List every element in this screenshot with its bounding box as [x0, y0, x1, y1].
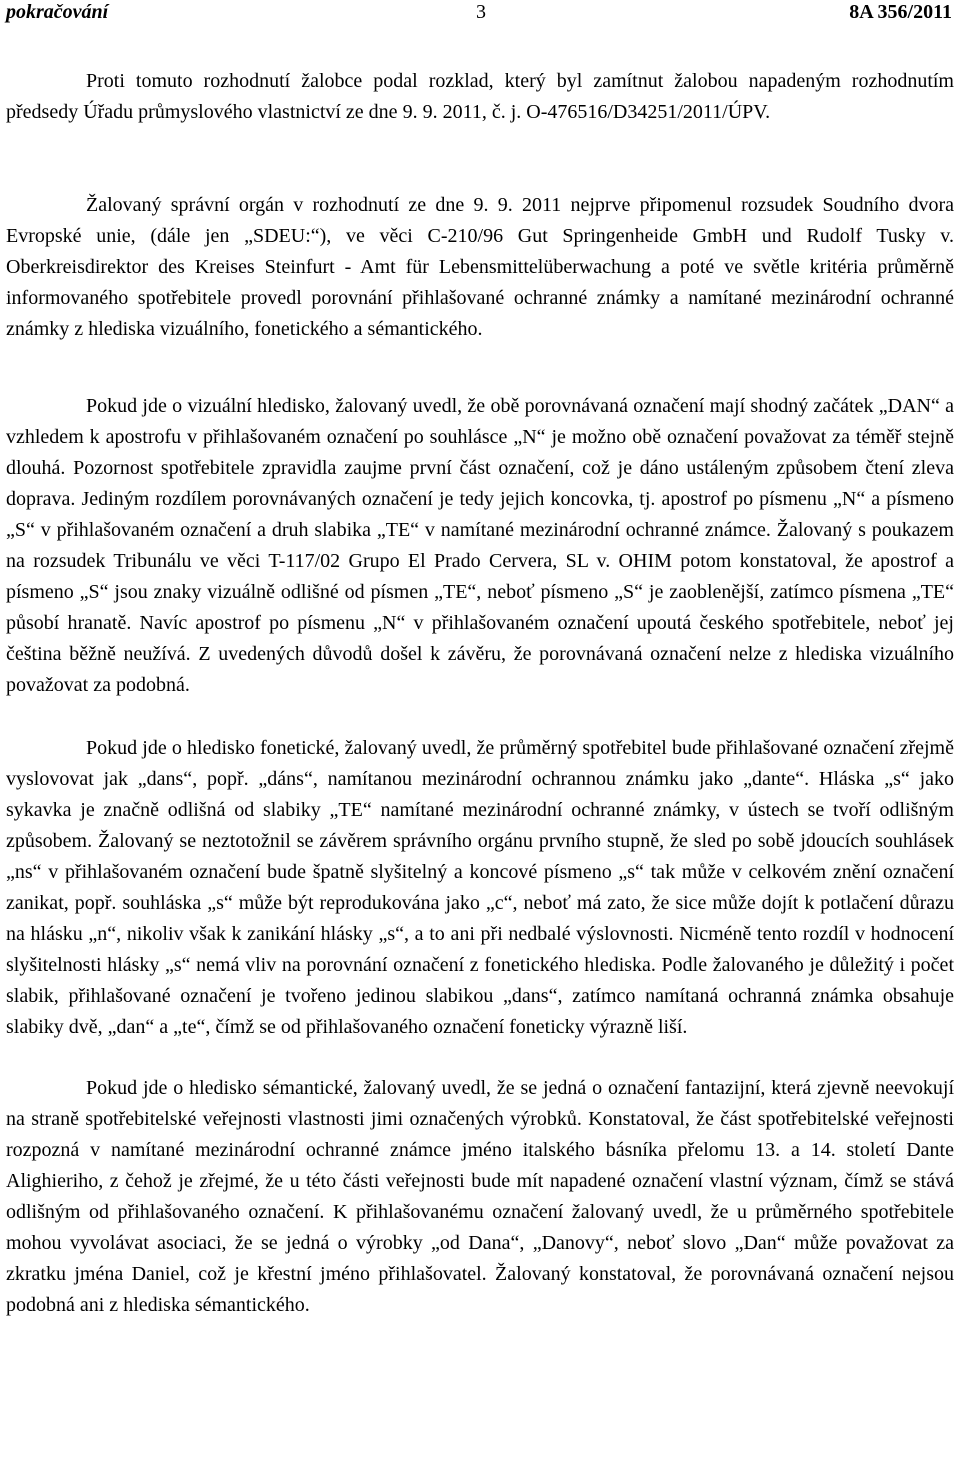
paragraph-semantic-aspect: Pokud jde o hledisko sémantické, žalovaný uvedl, že se jedná o označení fantazijní, která zjevně neevokují na straně spotřebitelské veřejnosti vlastnosti jimi označených výrobků. Konstatoval, že část spotřebitelské veřejnosti rozpozná v namítané mezinárodní ochranné známce jméno italského básníka přelomu 13. a 14. století Dante Alighieriho, z čehož je zřejmé, že u této části veřejnosti bude mít napadené označení vlastní význam, čímž se stává odlišným od přihlašovaného označení. K přihlašovanému označení žalovaný uvedl, že u průměrného spotřebitele mohou vyvolávat asociaci, že se jedná o výrobky „od Dana“, „Danovy“, neboť slovo „Dan“ může považovat za zkratku jména Daniel, což je křestní jméno přihlašovatel. Žalovaný konstatoval, že porovnávaná označení nejsou podobná ani z hlediska sémantického.: [6, 1077, 954, 1316]
document-body: [6, 66, 954, 1345]
continuation-label: pokračování: [6, 1, 109, 23]
paragraph-visual-aspect: Pokud jde o vizuální hledisko, žalovaný uvedl, že obě porovnávaná označení mají shodný začátek „DAN“ a vzhledem k apostrofu v přihlašovaném označení po souhlásce „N“ je možno obě označení považovat za téměř stejně dlouhá. Pozornost spotřebitele zpravidla zaujme první část označení, což je dáno ustáleným způsobem čtení zleva doprava. Jediným rozdílem porovnávaných označení je tedy jejich koncovka, tj. apostrof po písmenu „N“ a písmeno „S“ v přihlašovaném označení a druh slabika „TE“ v namítané mezinárodní ochranné známce. Žalovaný s poukazem na rozsudek Tribunálu ve věci T-117/02 Grupo El Prado Cervera, SL v. OHIM potom konstatoval, že apostrof a písmeno „S“ jsou znaky vizuálně odlišné od písmen „TE“, neboť písmeno „S“ je zaoblenější, zatímco písmena „TE“ působí hranatě. Navíc apostrof po písmenu „N“ v přihlašovaném označení upoutá českého spotřebitele, neboť jej čeština běžně neužívá. Z uvedených důvodů došel k závěru, že porovnávaná označení nelze z hlediska vizuálního považovat za podobná.: [6, 395, 954, 696]
page-header: [0, 0, 960, 30]
page-number: 3: [476, 1, 486, 23]
paragraph-appeal: Proti tomuto rozhodnutí žalobce podal rozklad, který byl zamítnut žalobou napadeným rozhodnutím předsedy Úřadu průmyslového vlastnictví ze dne 9. 9. 2011, č. j. O-476516/D34251/2011/ÚPV.: [6, 70, 954, 123]
paragraph-phonetic-aspect: Pokud jde o hledisko fonetické, žalovaný uvedl, že průměrný spotřebitel bude přihlašované označení zřejmě vyslovovat jak „dans“, popř. „dáns“, namítanou mezinárodní ochrannou známku jako „dante“. Hláska „s“ jako sykavka je značně odlišná od slabiky „TE“ namítané mezinárodní ochranné známky, v ústech se tvoří odlišným způsobem. Žalovaný se neztotožnil se závěrem správního orgánu prvního stupně, že sled po sobě jdoucích souhlásek „ns“ v přihlašovaném označení bude špatně slyšitelný a koncové písmeno „s“ tak může v celkovém znění označení zanikat, popř. souhláska „s“ může být reprodukována jako „c“, neboť má zato, že sice může dojít k potlačení důrazu na hlásku „n“, nikoliv však k zanikání hlásky „s“, a to ani při nedbalé výslovnosti. Nicméně tento rozdíl v hodnocení slyšitelnosti hlásky „s“ nemá vliv na porovnání označení z fonetického hlediska. Podle žalovaného je důležitý i počet slabik, přihlašované označení je tvořeno jedinou slabikou „dans“, zatímco namítaná ochranná známka obsahuje slabiky dvě, „dan“ a „te“, čímž se od přihlašovaného označení foneticky výrazně liší.: [6, 737, 954, 1038]
case-number: 8A 356/2011: [849, 1, 952, 23]
paragraph-sdeu-ruling: Žalovaný správní orgán v rozhodnutí ze dne 9. 9. 2011 nejprve připomenul rozsudek Soudního dvora Evropské unie, (dále jen „SDEU:“), ve věci C-210/96 Gut Springenheide GmbH und Rudolf Tusky v. Oberkreisdirektor des Kreises Steinfurt - Amt für Lebensmittelüberwachung a poté ve světle kritéria průměrně informovaného spotřebitele provedl porovnání přihlašované ochranné známky a namítané mezinárodní ochranné známky z hlediska vizuálního, fonetického a sémantického.: [6, 194, 954, 340]
